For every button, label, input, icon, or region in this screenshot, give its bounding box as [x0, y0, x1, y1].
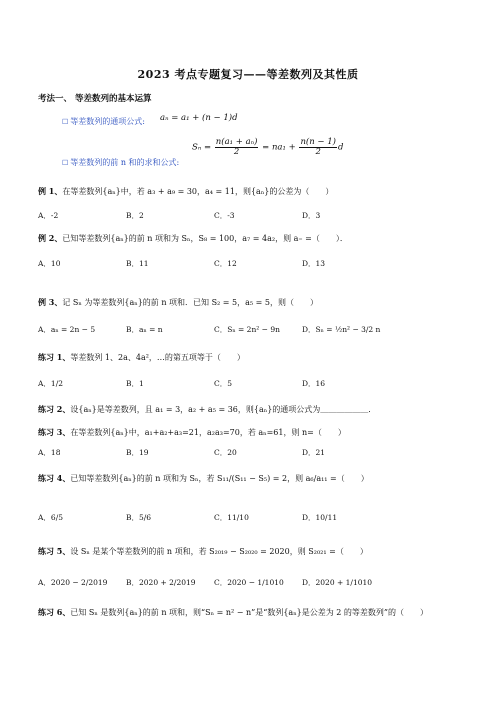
option-c: C．12 — [214, 259, 237, 268]
option-d: D．2020 + 1/1010 — [302, 578, 373, 587]
sum-formula: Sₙ = $\frac{\text{n(a₁ + aₙ)}}{2}$ = na₁ + $\frac{n(n - 1)}{2}$ d — [192, 137, 344, 157]
option-c: C．Sₙ = 2n² − 9n — [214, 325, 280, 334]
option-b: B．11 — [126, 259, 149, 268]
option-c: C．11/10 — [214, 513, 249, 522]
problem-practice-3: 练习 3、在等差数列{aₙ}中，a₁+a₂+a₃=21，a₂a₃=70，若 aₙ=61，则 n=（ ） — [38, 427, 346, 437]
option-d: D．10/11 — [302, 513, 338, 522]
option-c: C．20 — [214, 448, 237, 457]
option-b: B．19 — [126, 448, 149, 457]
option-a: A．2020 − 2/2019 — [38, 578, 108, 587]
problem-practice-2: 练习 2、设{aₙ}是等差数列，且 a₁ = 3，a₂ + a₅ = 36，则{aₙ}的通项公式为＿＿＿＿＿＿． — [38, 404, 377, 414]
problem-practice-4: 练习 4、已知等差数列{aₙ}的前 n 项和为 Sₙ，若 S₁₁/(S₁₁ − S₅) = 2，则 a₆/a₁₁ =（ ） — [38, 473, 369, 483]
problem-practice-1: 练习 1、等差数列 1、2a、4a²，…的第五项等于（ ） — [38, 352, 245, 362]
option-a: A．10 — [38, 259, 61, 268]
problem-example-3: 例 3、记 Sₙ 为等差数列{aₙ}的前 n 项和．已知 S₂ = 5，a₅ = 5，则（ ） — [38, 297, 318, 307]
sum-fraction-2: $\frac{n(n - 1)}{2}$ — [300, 137, 336, 157]
option-b: B．2020 + 2/2019 — [126, 578, 196, 587]
general-term-formula: aₙ = a₁ + (n − 1)d — [160, 113, 238, 123]
option-a: A．18 — [38, 448, 61, 457]
problem-practice-6: 练习 6、已知 Sₙ 是数列{aₙ}的前 n 项和，则“Sₙ = n² − n”是“数列{aₙ}是公差为 2 的等差数列”的（ ） — [38, 607, 429, 617]
option-c: C．2020 − 1/1010 — [214, 578, 284, 587]
page-title: 2023 考点专题复习——等差数列及其性质 — [137, 68, 359, 81]
checkbox-icon: ☐ — [62, 118, 69, 126]
sum-fraction-1: $\frac{\text{n(a₁ + aₙ)}}{2}$ — [215, 137, 258, 157]
option-c: C．5 — [214, 379, 233, 388]
problem-practice-5: 练习 5、设 Sₙ 是某个等差数列的前 n 项和，若 S₂₀₁₉ − S₂₀₂₀ = 2020，则 S₂₀₂₁ =（ ） — [38, 546, 368, 556]
option-a: A．6/5 — [38, 513, 63, 522]
option-a: A．-2 — [38, 211, 59, 220]
problem-example-2: 例 2、已知等差数列{aₙ}的前 n 项和为 Sₙ，S₈ = 100，a₇ = 4a₂，则 a₌ =（ ）． — [38, 233, 348, 243]
sum-formula-label: ☐ 等差数列的前 n 和的求和公式: — [62, 158, 180, 167]
option-b: B．aₙ = n — [126, 325, 163, 334]
option-d: D．3 — [302, 211, 321, 220]
checkbox-icon: ☐ — [62, 159, 69, 167]
option-c: C．-3 — [214, 211, 235, 220]
option-a: A．aₙ = 2n − 5 — [38, 325, 96, 334]
option-d: D．13 — [302, 259, 326, 268]
general-term-label: ☐ 等差数列的通项公式: — [62, 117, 145, 126]
option-d: D．Sₙ = ½n² − 3/2 n — [302, 325, 381, 334]
option-d: D．16 — [302, 379, 326, 388]
problem-example-1: 例 1、在等差数列{aₙ}中，若 a₃ + a₉ = 30，a₄ = 11，则{aₙ}的公差为（ ） — [38, 186, 334, 196]
option-b: B．5/6 — [126, 513, 152, 522]
option-b: B．1 — [126, 379, 144, 388]
option-a: A．1/2 — [38, 379, 63, 388]
option-d: D．21 — [302, 448, 326, 457]
section-heading: 考法一、 等差数列的基本运算 — [38, 94, 152, 104]
option-b: B．2 — [126, 211, 144, 220]
